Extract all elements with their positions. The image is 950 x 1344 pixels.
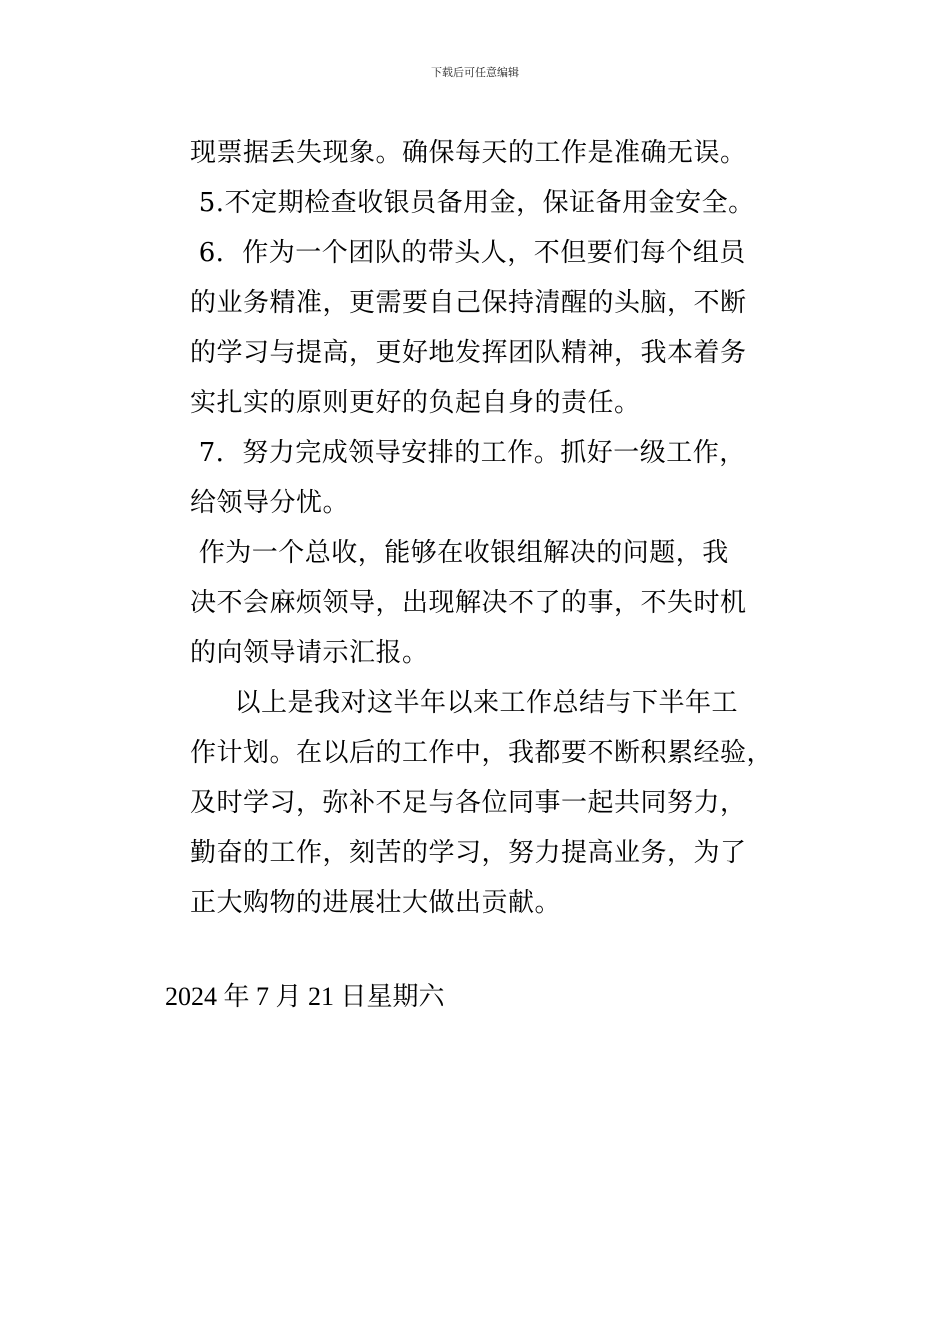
text-line: 的学习与提高，更好地发挥团队精神，我本着务 [190, 338, 747, 368]
document-body [190, 128, 840, 928]
text-line: 作计划。在以后的工作中，我都要不断积累经验， [190, 738, 774, 768]
text-line: 现票据丢失现象。确保每天的工作是准确无误。 [190, 138, 747, 168]
text-line: 5.不定期检查收银员备用金，保证备用金安全。 [190, 188, 755, 218]
text-line: 作为一个总收，能够在收银组解决的问题，我 [190, 538, 729, 568]
page-header: 下载后可任意编辑 [431, 66, 519, 79]
text-line: 正大购物的进展壮大做出贡献。 [190, 888, 562, 918]
text-line: 勤奋的工作，刻苦的学习，努力提高业务，为了 [190, 838, 747, 868]
text-line: 7．努力完成领导安排的工作。抓好一级工作， [190, 438, 746, 468]
text-line: 及时学习，弥补不足与各位同事一起共同努力， [190, 788, 747, 818]
text-line: 的业务精准，更需要自己保持清醒的头脑，不断 [190, 288, 747, 318]
text-line: 以上是我对这半年以来工作总结与下半年工 [208, 688, 739, 718]
text-line: 给领导分忧。 [190, 488, 350, 518]
text-line: 的向领导请示汇报。 [190, 638, 429, 668]
document-date: 2024 年 7 月 21 日星期六 [165, 982, 445, 1011]
text-line: 决不会麻烦领导，出现解决不了的事，不失时机 [190, 588, 747, 618]
text-line: 实扎实的原则更好的负起自身的责任。 [190, 388, 641, 418]
text-line: 6．作为一个团队的带头人，不但要们每个组员 [190, 238, 746, 268]
